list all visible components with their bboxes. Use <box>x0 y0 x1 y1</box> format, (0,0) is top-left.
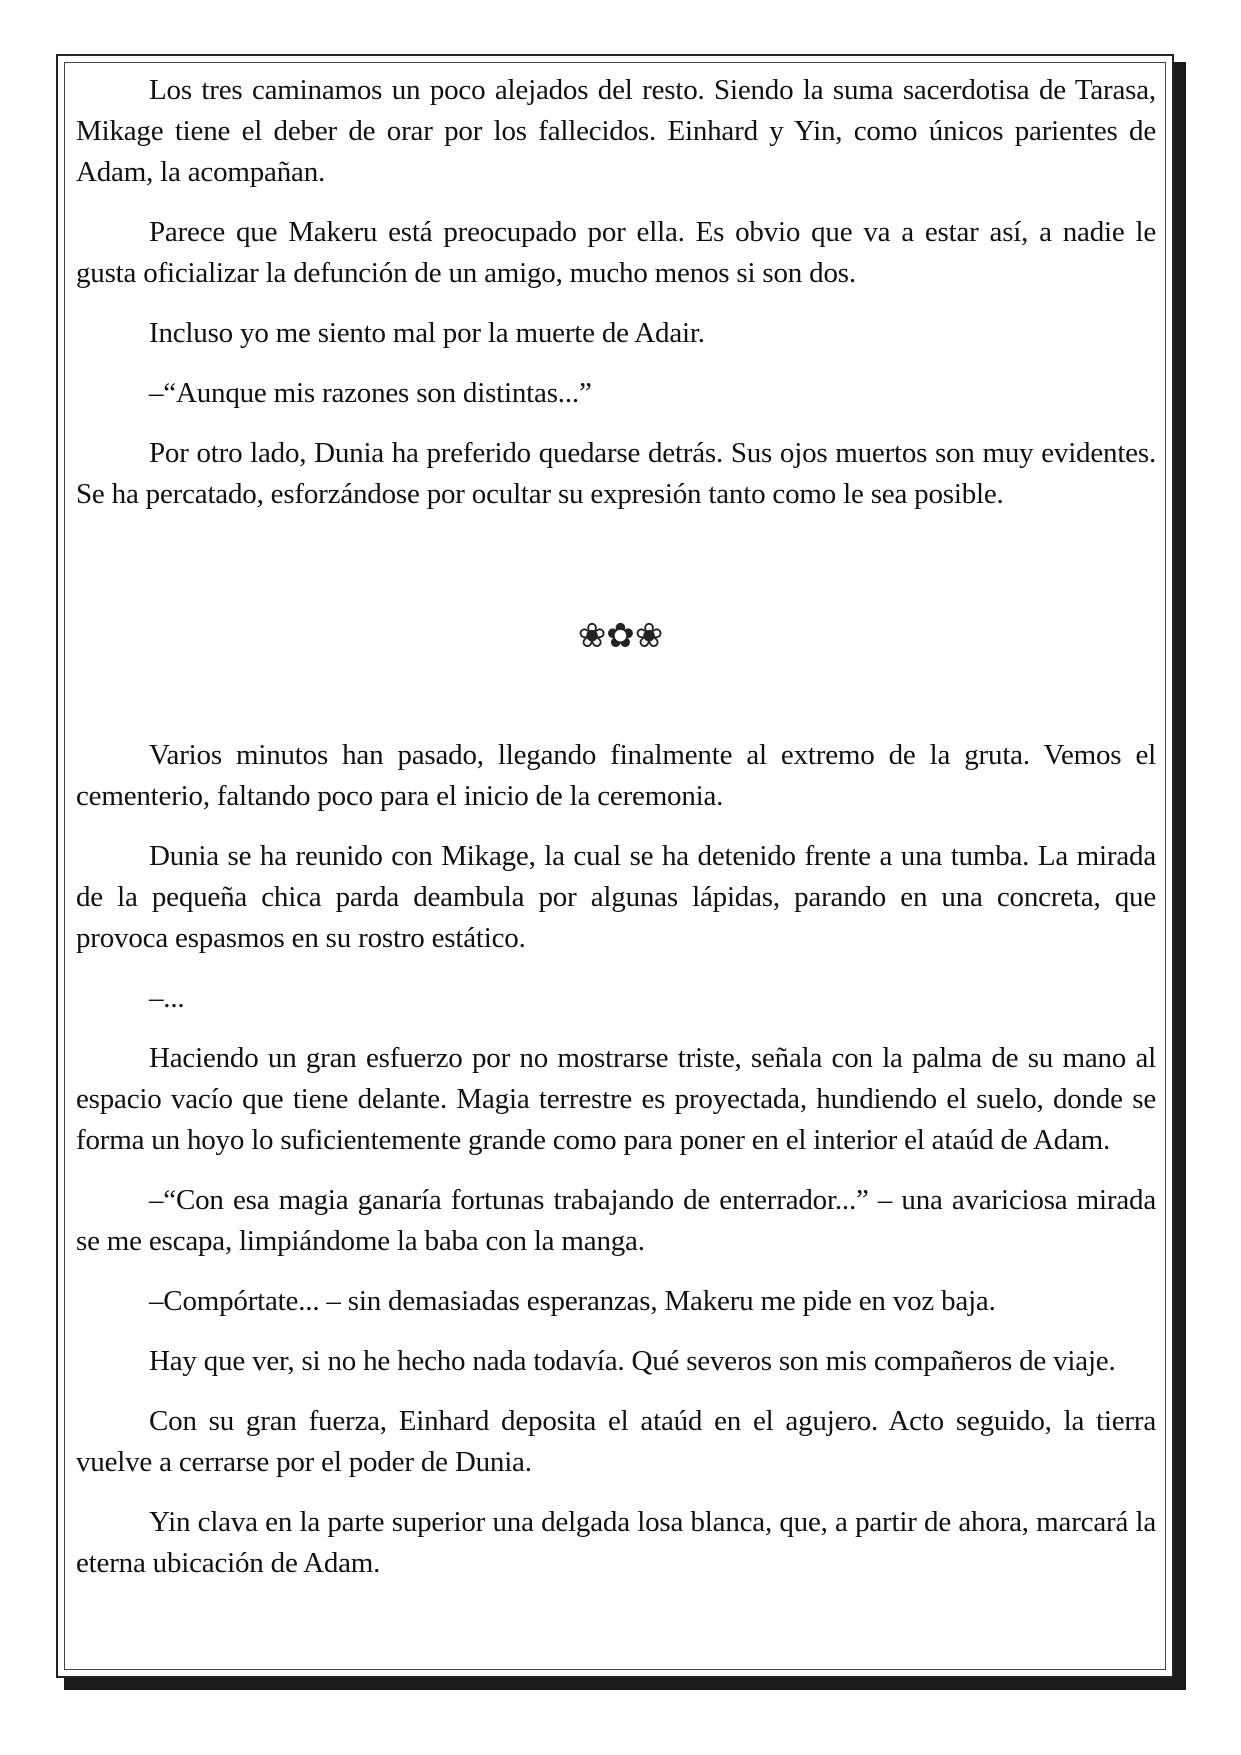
paragraph: Varios minutos han pasado, llegando finalmente al extremo de la gruta. Vemos el cementerio, faltando poco para el inicio de la ceremonia. <box>76 739 1156 812</box>
paragraph: Por otro lado, Dunia ha preferido quedarse detrás. Sus ojos muertos son muy evidentes. Se ha percatado, esforzándose por ocultar su expresión tanto como le sea posible. <box>76 437 1156 510</box>
paragraph: Los tres caminamos un poco alejados del resto. Siendo la suma sacerdotisa de Tarasa, Mikage tiene el deber de orar por los fallecidos. Einhard y Yin, como únicos parientes de Adam, la acompañan. <box>76 74 1156 188</box>
paragraph: Dunia se ha reunido con Mikage, la cual se ha detenido frente a una tumba. La mirada de la pequeña chica parda deambula por algunas lápidas, parando en una concreta, que provoca espasmos en su rostro estático. <box>76 840 1156 954</box>
section-two <box>76 735 1156 1584</box>
dialogue-line: –Compórtate... – sin demasiadas esperanzas, Makeru me pide en voz baja. <box>149 1285 996 1317</box>
paragraph: Yin clava en la parte superior una delgada losa blanca, que, a partir de ahora, marcará la eterna ubicación de Adam. <box>76 1506 1156 1579</box>
paragraph: Hay que ver, si no he hecho nada todavía. Qué severos son mis compañeros de viaje. <box>149 1345 1116 1377</box>
dialogue-line: –“Aunque mis razones son distintas...” <box>149 377 592 409</box>
paragraph: Con su gran fuerza, Einhard deposita el ataúd en el agujero. Acto seguido, la tierra vuelve a cerrarse por el poder de Dunia. <box>76 1405 1156 1478</box>
paragraph: Incluso yo me siento mal por la muerte de Adair. <box>149 317 705 349</box>
dialogue-line: –“Con esa magia ganaría fortunas trabajando de enterrador...” – una avariciosa mirada se me escapa, limpiándome la baba con la manga. <box>76 1184 1156 1257</box>
paragraph: Haciendo un gran esfuerzo por no mostrarse triste, señala con la palma de su mano al espacio vacío que tiene delante. Magia terrestre es proyectada, hundiendo el suelo, donde se forma un hoyo lo suficientemente grande como para poner en el interior el ataúd de Adam. <box>76 1042 1156 1156</box>
section-one <box>76 70 1156 515</box>
dialogue-line: –... <box>149 982 185 1014</box>
paragraph: Parece que Makeru está preocupado por ella. Es obvio que va a estar así, a nadie le gusta oficializar la defunción de un amigo, mucho menos si son dos. <box>76 216 1156 289</box>
section-separator-flourish: ❀✿❀ <box>577 616 664 656</box>
